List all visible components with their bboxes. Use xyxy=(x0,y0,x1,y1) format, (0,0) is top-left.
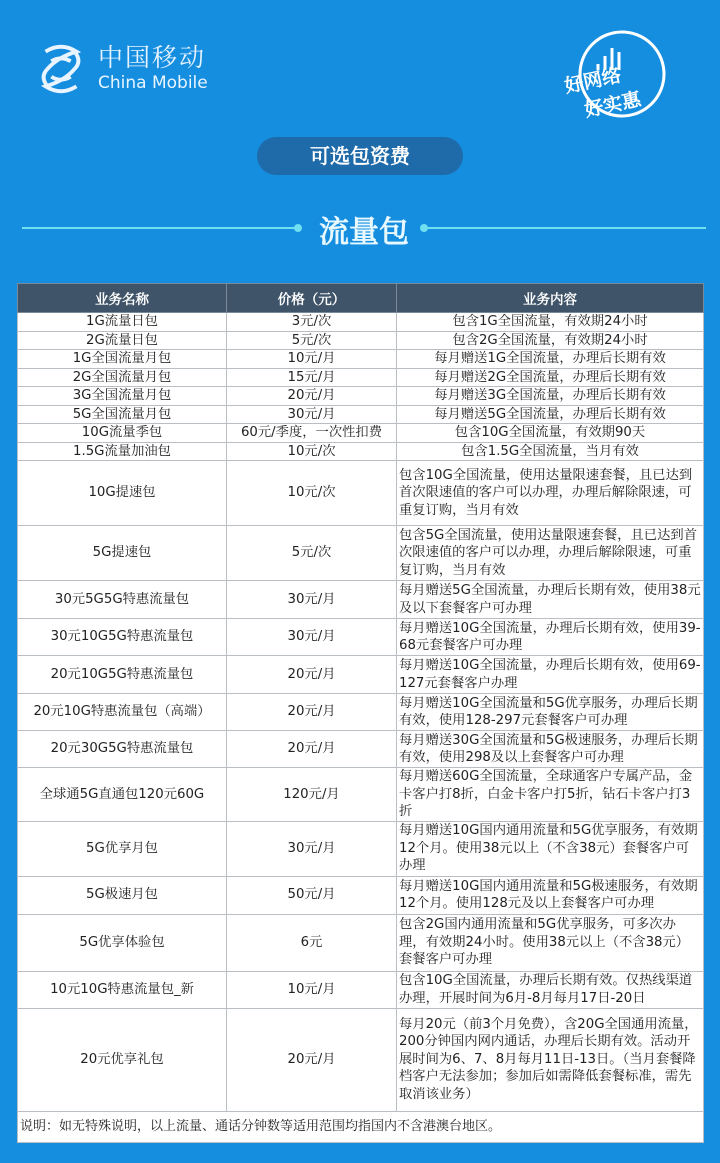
package-price: 20元/月 xyxy=(227,656,397,694)
package-price: 10元/次 xyxy=(227,461,397,526)
package-description: 每月赠送10G国内通用流量和5G极速服务，有效期12个月。使用128元及以上套餐客户可办理 xyxy=(397,876,704,914)
table-row xyxy=(18,731,704,768)
package-description: 每月赠送5G全国流量，办理后长期有效 xyxy=(397,405,704,424)
package-description: 每月赠送10G全国流量，办理后长期有效，使用39-68元套餐客户可办理 xyxy=(397,619,704,656)
table-row xyxy=(18,581,704,619)
package-price: 50元/月 xyxy=(227,876,397,914)
package-price: 10元/月 xyxy=(227,971,397,1008)
package-description: 每月赠送1G全国流量，办理后长期有效 xyxy=(397,350,704,369)
package-price: 6元 xyxy=(227,914,397,971)
column-header-price: 价格（元） xyxy=(227,284,397,313)
package-name: 2G全国流量月包 xyxy=(18,368,227,387)
slogan-badge xyxy=(558,22,678,122)
package-description: 包含10G全国流量，办理后长期有效。仅热线渠道办理，开展时间为6月-8月每月17日-20日 xyxy=(397,971,704,1008)
package-description: 每月赠送60G全国流量，全球通客户专属产品，金卡客户打8折，白金卡客户打5折，钻石卡客户打3折 xyxy=(397,768,704,822)
table-row xyxy=(18,313,704,332)
package-name: 5G全国流量月包 xyxy=(18,405,227,424)
section-header xyxy=(22,205,706,250)
package-description: 每月赠送10G全国流量和5G优享服务，办理后长期有效，使用128-297元套餐客户可办理 xyxy=(397,694,704,731)
table-row xyxy=(18,526,704,581)
table-row xyxy=(18,405,704,424)
slogan-line-1: 好网络 xyxy=(562,64,623,98)
table-row xyxy=(18,461,704,526)
package-description: 每月赠送5G全国流量，办理后长期有效，使用38元及以下套餐客户可办理 xyxy=(397,581,704,619)
table-row xyxy=(18,331,704,350)
package-description: 包含1.5G全国流量，当月有效 xyxy=(397,442,704,461)
package-price: 20元/月 xyxy=(227,1008,397,1111)
package-description: 每月赠送3G全国流量，办理后长期有效 xyxy=(397,387,704,406)
divider-dot-left xyxy=(294,224,302,232)
package-description: 每月20元（前3个月免费），含20G全国通用流量，200分钟国内网内通话，办理后长期有效。活动开展时间为6、7、8月每月11日-13日。（当月套餐降档客户无法参加；参加后如需降低套餐标准，需先取消该业务） xyxy=(397,1008,704,1111)
package-description: 包含10G全国流量，有效期90天 xyxy=(397,424,704,443)
package-price: 30元/月 xyxy=(227,619,397,656)
table-row xyxy=(18,876,704,914)
divider-left xyxy=(22,227,296,229)
table-row xyxy=(18,694,704,731)
package-name: 20元10G特惠流量包（高端） xyxy=(18,694,227,731)
table-row xyxy=(18,656,704,694)
package-price: 20元/月 xyxy=(227,694,397,731)
package-name: 全球通5G直通包120元60G xyxy=(18,768,227,822)
brand-name-en: China Mobile xyxy=(98,73,208,93)
package-name: 20元30G5G特惠流量包 xyxy=(18,731,227,768)
package-name: 5G提速包 xyxy=(18,526,227,581)
package-name: 30元10G5G特惠流量包 xyxy=(18,619,227,656)
table-row xyxy=(18,1008,704,1111)
column-header-name: 业务名称 xyxy=(18,284,227,313)
package-description: 每月赠送30G全国流量和5G极速服务，办理后长期有效，使用298及以上套餐客户可办理 xyxy=(397,731,704,768)
table-row xyxy=(18,424,704,443)
package-price: 15元/月 xyxy=(227,368,397,387)
table-row xyxy=(18,971,704,1008)
table-row xyxy=(18,914,704,971)
slogan-line-2: 好实惠 xyxy=(582,88,643,122)
package-description: 包含2G国内通用流量和5G优享服务，可多次办理，有效期24小时。使用38元以上（不含38元）套餐客户可办理 xyxy=(397,914,704,971)
package-description: 包含2G全国流量，有效期24小时 xyxy=(397,331,704,350)
package-price: 5元/次 xyxy=(227,331,397,350)
package-description: 每月赠送10G国内通用流量和5G优享服务，有效期12个月。使用38元以上（不含38元）套餐客户可办理 xyxy=(397,821,704,876)
package-name: 20元10G5G特惠流量包 xyxy=(18,656,227,694)
brand-name-cn: 中国移动 xyxy=(98,43,207,72)
package-name: 5G优享月包 xyxy=(18,821,227,876)
table-row xyxy=(18,387,704,406)
footnote: 说明：如无特殊说明，以上流量、通话分钟数等适用范围均指国内不含港澳台地区。 xyxy=(18,1111,704,1142)
package-description: 每月赠送10G全国流量，办理后长期有效，使用69-127元套餐客户办理 xyxy=(397,656,704,694)
table-note-row xyxy=(18,1111,704,1142)
package-description: 包含10G全国流量，使用达量限速套餐，且已达到首次限速值的客户可以办理，办理后解除限速，可重复订购，当月有效 xyxy=(397,461,704,526)
optional-package-pill: 可选包资费 xyxy=(257,137,463,175)
package-price: 30元/月 xyxy=(227,405,397,424)
package-name: 20元优享礼包 xyxy=(18,1008,227,1111)
package-name: 10G流量季包 xyxy=(18,424,227,443)
package-name: 3G全国流量月包 xyxy=(18,387,227,406)
package-price: 30元/月 xyxy=(227,821,397,876)
package-price: 120元/月 xyxy=(227,768,397,822)
package-price: 20元/月 xyxy=(227,731,397,768)
package-description: 包含5G全国流量，使用达量限速套餐，且已达到首次限速值的客户可以办理，办理后解除限速，可重复订购，当月有效 xyxy=(397,526,704,581)
package-name: 30元5G5G特惠流量包 xyxy=(18,581,227,619)
table-row xyxy=(18,350,704,369)
table-header-row xyxy=(18,284,704,313)
table-row xyxy=(18,619,704,656)
divider-right xyxy=(422,227,706,229)
china-mobile-logo-icon xyxy=(32,40,90,98)
package-name: 1G全国流量月包 xyxy=(18,350,227,369)
package-price: 30元/月 xyxy=(227,581,397,619)
package-name: 10G提速包 xyxy=(18,461,227,526)
column-header-content: 业务内容 xyxy=(397,284,704,313)
package-description: 每月赠送2G全国流量，办理后长期有效 xyxy=(397,368,704,387)
package-price: 20元/月 xyxy=(227,387,397,406)
package-price: 60元/季度，一次性扣费 xyxy=(227,424,397,443)
table-row xyxy=(18,821,704,876)
package-name: 10元10G特惠流量包_新 xyxy=(18,971,227,1008)
package-price: 10元/次 xyxy=(227,442,397,461)
data-package-table xyxy=(17,283,704,1143)
section-title: 流量包 xyxy=(319,215,409,250)
package-description: 包含1G全国流量，有效期24小时 xyxy=(397,313,704,332)
package-price: 3元/次 xyxy=(227,313,397,332)
package-name: 2G流量日包 xyxy=(18,331,227,350)
table-row xyxy=(18,368,704,387)
table-row xyxy=(18,442,704,461)
package-name: 5G优享体验包 xyxy=(18,914,227,971)
package-name: 1G流量日包 xyxy=(18,313,227,332)
package-name: 5G极速月包 xyxy=(18,876,227,914)
package-price: 5元/次 xyxy=(227,526,397,581)
table-row xyxy=(18,768,704,822)
china-mobile-logo xyxy=(32,40,208,98)
package-name: 1.5G流量加油包 xyxy=(18,442,227,461)
package-price: 10元/月 xyxy=(227,350,397,369)
